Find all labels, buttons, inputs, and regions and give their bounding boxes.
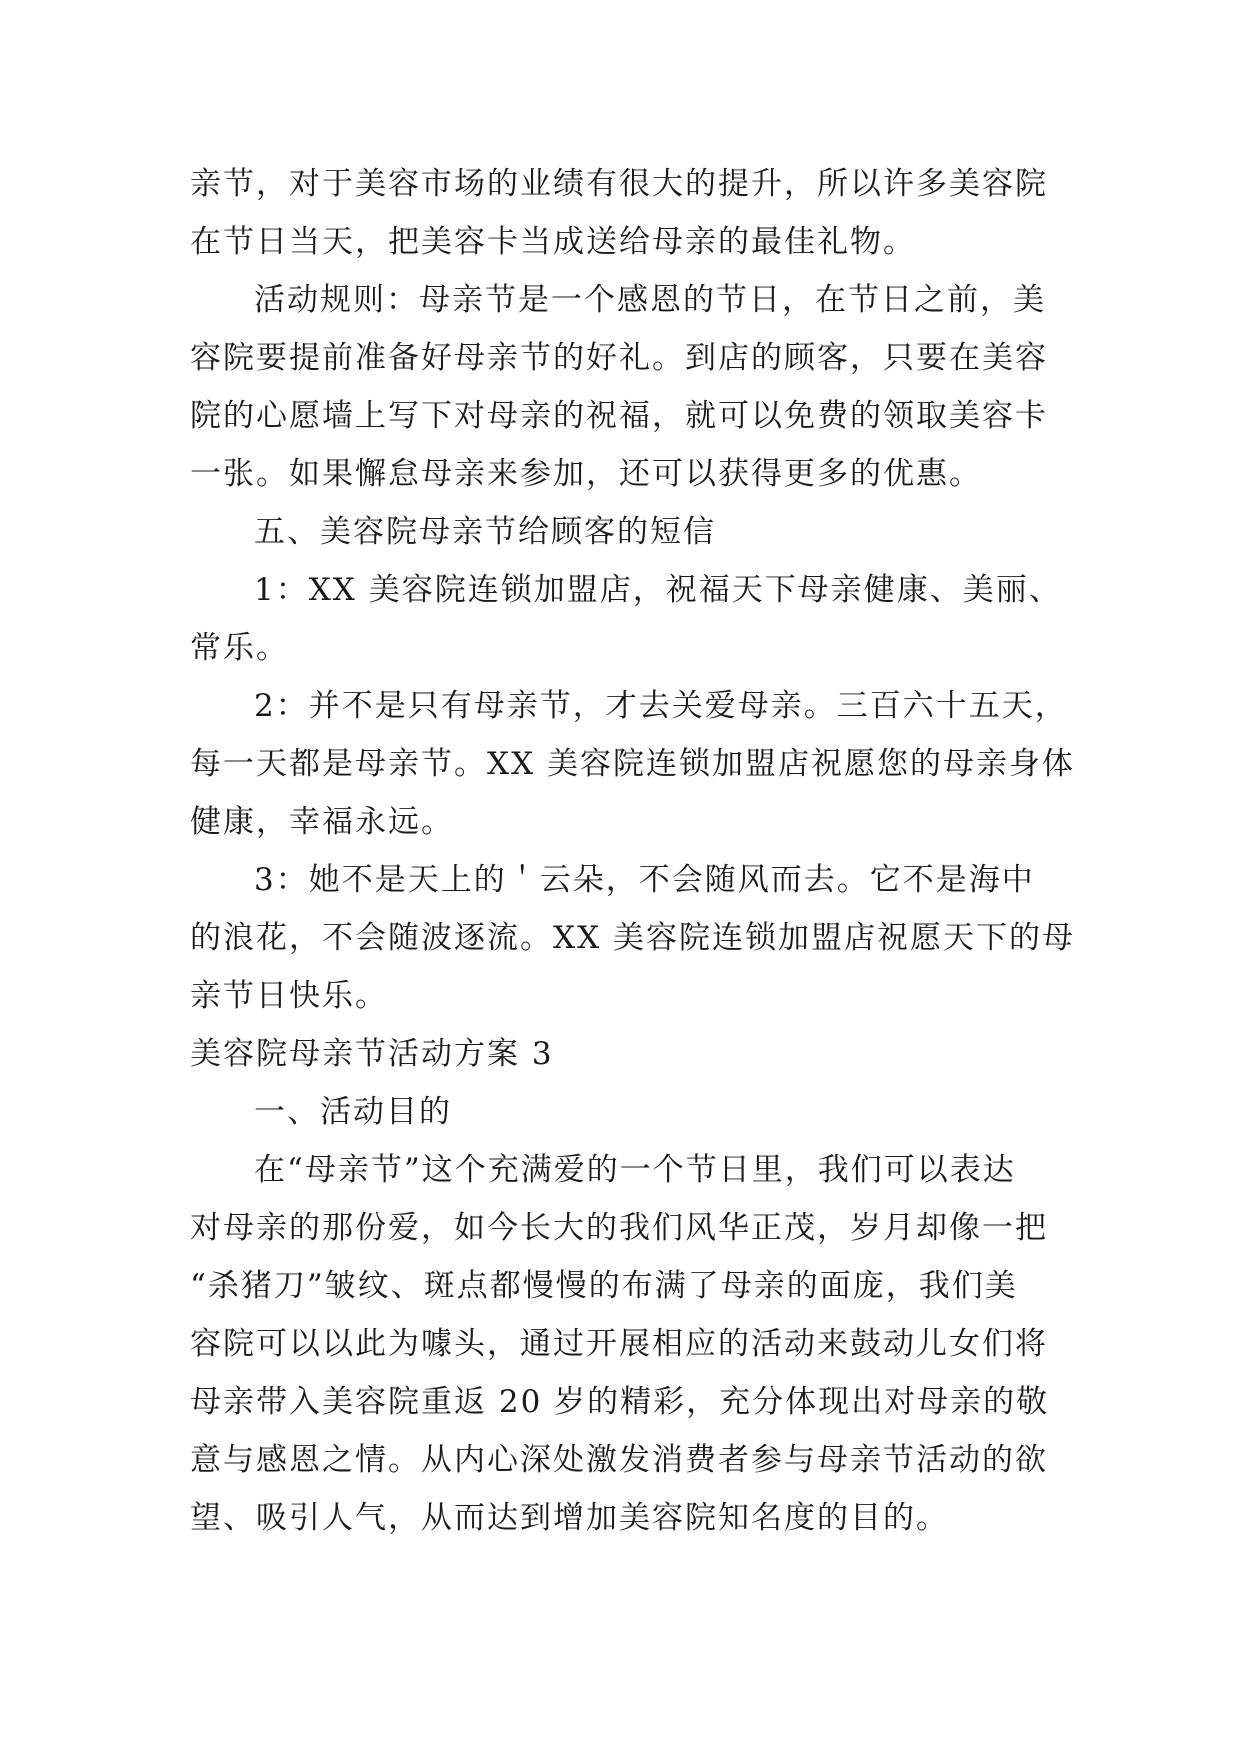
text-line: 1：XX 美容院连锁加盟店，祝福天下母亲健康、美丽、 bbox=[254, 572, 1062, 608]
document-heading: 美容院母亲节活动方案 3 bbox=[190, 1036, 554, 1072]
text-line: 对母亲的那份爱，如今长大的我们风华正茂，岁月却像一把 bbox=[190, 1210, 1048, 1246]
text-line: 望、吸引人气，从而达到增加美容院知名度的目的。 bbox=[190, 1500, 949, 1536]
text-line: 在节日当天，把美容卡当成送给母亲的最佳礼物。 bbox=[190, 224, 916, 260]
text-line: 容院可以以此为噱头，通过开展相应的活动来鼓动儿女们将 bbox=[190, 1326, 1048, 1362]
section-heading: 一、活动目的 bbox=[254, 1094, 452, 1130]
text-line: 亲节日快乐。 bbox=[190, 978, 388, 1014]
text-line: 院的心愿墙上写下对母亲的祝福，就可以免费的领取美容卡 bbox=[190, 398, 1048, 434]
text-line: 3：她不是天上的＇云朵，不会随风而去。它不是海中 bbox=[254, 862, 1035, 898]
text-line: 健康，幸福永远。 bbox=[190, 804, 454, 840]
text-line: 亲节，对于美容市场的业绩有很大的提升，所以许多美容院 bbox=[190, 166, 1048, 202]
text-line: 在“母亲节”这个充满爱的一个节日里，我们可以表达 bbox=[254, 1152, 1016, 1188]
text-line: 常乐。 bbox=[190, 630, 289, 666]
text-line: 的浪花，不会随波逐流。XX 美容院连锁加盟店祝愿天下的母 bbox=[190, 920, 1075, 956]
section-heading: 五、美容院母亲节给顾客的短信 bbox=[254, 514, 716, 550]
text-line: 意与感恩之情。从内心深处激发消费者参与母亲节活动的欲 bbox=[190, 1442, 1048, 1478]
text-line: 母亲带入美容院重返 20 岁的精彩，充分体现出对母亲的敬 bbox=[190, 1384, 1050, 1420]
text-line: 2：并不是只有母亲节，才去关爱母亲。三百六十五天， bbox=[254, 688, 1068, 724]
document-body bbox=[190, 155, 1075, 1547]
text-line: 一张。如果懈怠母亲来参加，还可以获得更多的优惠。 bbox=[190, 456, 982, 492]
text-line: “杀猪刀”皱纹、斑点都慢慢的布满了母亲的面庞，我们美 bbox=[190, 1268, 1018, 1304]
text-line: 每一天都是母亲节。XX 美容院连锁加盟店祝愿您的母亲身体 bbox=[190, 746, 1075, 782]
text-line: 活动规则：母亲节是一个感恩的节日，在节日之前，美 bbox=[254, 282, 1046, 318]
text-line: 容院要提前准备好母亲节的好礼。到店的顾客，只要在美容 bbox=[190, 340, 1048, 376]
